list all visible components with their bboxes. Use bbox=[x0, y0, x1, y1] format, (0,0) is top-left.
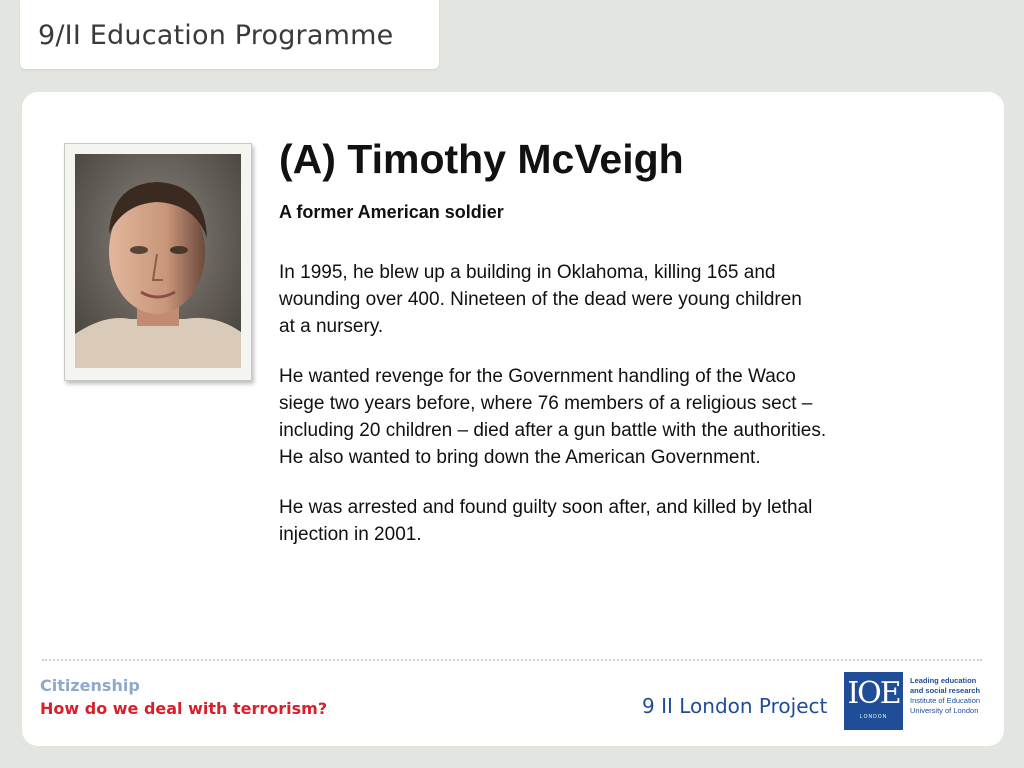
portrait-frame bbox=[64, 143, 252, 381]
ioe-tagline bbox=[910, 676, 1000, 716]
ioe-institution-line-1: Institute of Education bbox=[910, 696, 981, 705]
ioe-logo-sub: LONDON bbox=[859, 714, 888, 720]
portrait-photo bbox=[75, 154, 241, 368]
ioe-tagline-line-2: and social research bbox=[910, 686, 981, 695]
ioe-logo-letters: IOE bbox=[847, 676, 900, 711]
ioe-institution-line-2: University of London bbox=[910, 706, 979, 715]
person-name: (A) Timothy McVeigh bbox=[279, 136, 684, 182]
person-subtitle: A former American soldier bbox=[279, 202, 504, 222]
footer-divider bbox=[42, 659, 982, 661]
paragraph-outcome: He was arrested and found guilty soon after, and killed by lethal injection in 2001. bbox=[279, 497, 813, 545]
lesson-question: How do we deal with terrorism? bbox=[40, 699, 328, 718]
project-name: 9 II London Project bbox=[642, 694, 828, 718]
paragraph-bombing: In 1995, he blew up a building in Oklahoma, killing 165 and wounding over 400. Nineteen of the dead were young children at a nursery. bbox=[279, 262, 802, 337]
ioe-logo bbox=[844, 672, 903, 730]
subject-label: Citizenship bbox=[40, 676, 140, 695]
programme-title: 9/II Education Programme bbox=[38, 20, 394, 51]
paragraph-motive: He wanted revenge for the Government handling of the Waco siege two years before, where 76 members of a religious sect – including 20 children – died after a gun battle with the authorities. He also wanted to bring down the American Government. bbox=[279, 366, 827, 468]
ioe-tagline-line-1: Leading education bbox=[910, 676, 977, 685]
